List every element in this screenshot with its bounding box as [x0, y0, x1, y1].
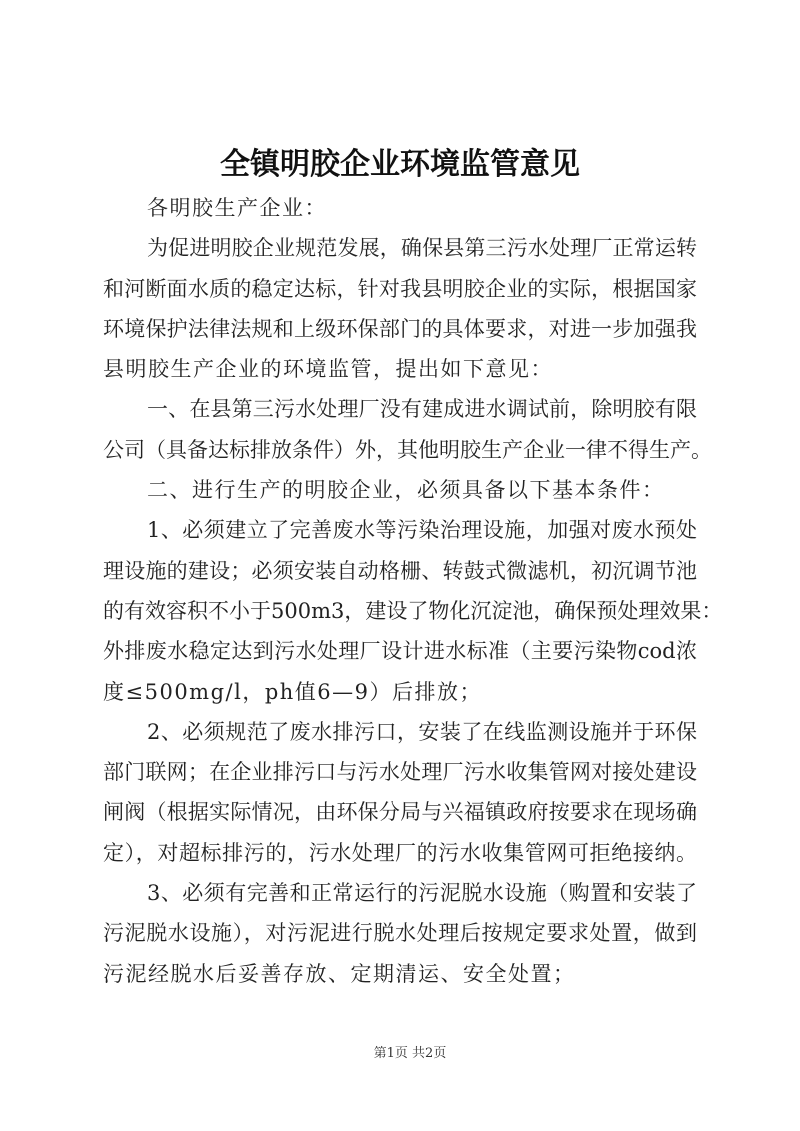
salutation: 各明胶生产企业： [147, 196, 327, 220]
text-line: 公司（具备达标排放条件）外，其他明胶生产企业一律不得生产。 [103, 437, 712, 462]
text-line: 3、必须有完善和正常运行的污泥脱水设施（购置和安装了 [147, 881, 697, 906]
text-line: 一、在县第三污水处理厂没有建成进水调试前，除明胶有限 [147, 397, 697, 422]
document-title: 全镇明胶企业环境监管意见 [220, 147, 580, 182]
text-line: 2、必须规范了废水排污口，安装了在线监测设施并于环保 [147, 719, 697, 744]
document-body [103, 188, 723, 994]
text-line: 部门联网；在企业排污口与污水处理厂污水收集管网对接处建设 [103, 760, 697, 785]
text-line: 污泥经脱水后妥善存放、定期清运、安全处置； [103, 961, 576, 986]
text-line: 外排废水稳定达到污水处理厂设计进水标准（主要污染物cod浓 [103, 639, 697, 664]
text-line: 理设施的建设；必须安装自动格栅、转鼓式微滤机，初沉调节池 [103, 558, 697, 583]
text-line: 1、必须建立了完善废水等污染治理设施，加强对废水预处 [147, 518, 697, 543]
text-line: 污泥脱水设施），对污泥进行脱水处理后按规定要求处置，做到 [103, 921, 697, 946]
text-line: 环境保护法律法规和上级环保部门的具体要求，对进一步加强我 [103, 316, 697, 341]
text-line: 和河断面水质的稳定达标，针对我县明胶企业的实际，根据国家 [103, 276, 697, 301]
text-line: 闸阀（根据实际情况，由环保分局与兴福镇政府按要求在现场确 [103, 800, 697, 825]
text-line: 定），对超标排污的，污水处理厂的污水收集管网可拒绝接纳。 [103, 840, 697, 865]
page-number: 第1页 共2页 [373, 1046, 447, 1061]
text-line: 二、进行生产的明胶企业，必须具备以下基本条件： [147, 478, 665, 503]
text-line: 的有效容积不小于500m3，建设了物化沉淀池，确保预处理效果： [103, 598, 723, 623]
text-line: 县明胶生产企业的环境监管，提出如下意见： [103, 357, 553, 382]
text-line: 为促进明胶企业规范发展，确保县第三污水处理厂正常运转 [147, 236, 697, 261]
text-line: 度≤500mg/l，ph值6—9）后排放； [103, 679, 483, 704]
